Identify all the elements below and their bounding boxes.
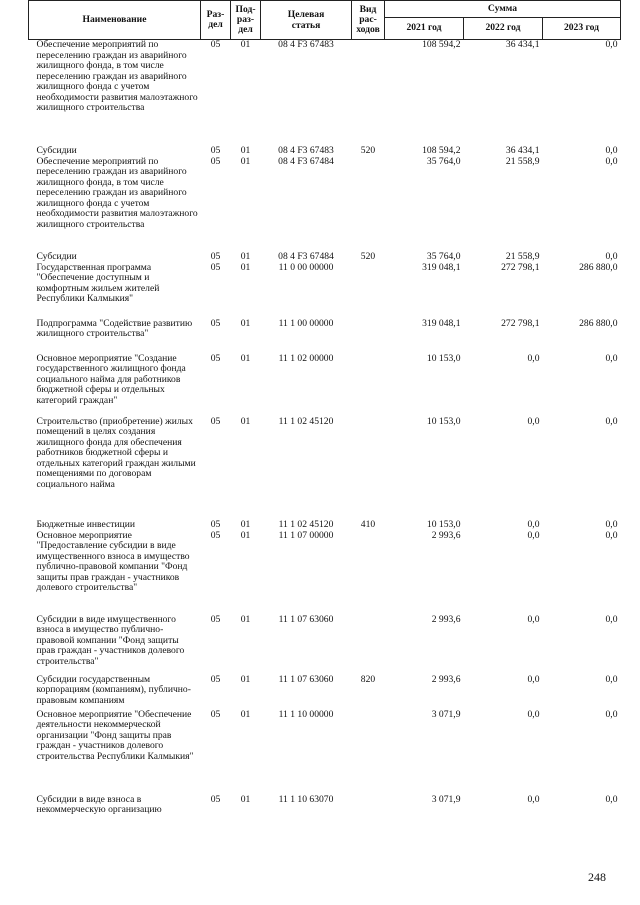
row-razdel: 05 [210,708,221,720]
row-podrazdel: 01 [240,155,251,167]
row-sum-2023: 286 880,0 [579,261,618,273]
row-name: Обеспечение мероприятий по переселению граждан из аварийного жилищного фонда, в том числе переселению граждан из аварийного жилищного фонда с учетом необходимости развития малоэтажного жилищного строительства [36,39,198,113]
row-podrazdel: 01 [240,250,251,262]
row-podrazdel: 01 [240,39,251,50]
row-razdel: 05 [210,529,221,541]
row-sum-2023: 0,0 [605,673,618,685]
row-sum-2022: 0,0 [527,415,540,427]
row-sum-2022: 272 798,1 [501,317,540,329]
table-row [29,710,621,795]
row-sum-2022: 21 558,9 [505,155,540,167]
table-row [29,157,621,252]
row-podrazdel: 01 [240,529,251,541]
document-page [28,0,620,819]
row-name: Основное мероприятие "Предоставление субсидии в виде имущественного взноса в имущество публично-правовой компании "Фонд защиты прав граждан - участников долевого строительства" [36,529,190,593]
row-razdel: 05 [210,793,221,805]
row-razdel: 05 [210,518,221,530]
row-sum-2023: 0,0 [605,613,618,625]
row-expense-type [352,354,385,417]
row-sum-2022: 0,0 [527,673,540,685]
row-razdel: 05 [210,261,221,273]
row-podrazdel: 01 [240,261,251,273]
header-year-2022: 2022 год [464,18,543,40]
table-body [29,40,621,819]
row-sum-2021: 10 153,0 [426,352,461,364]
row-sum-2021: 3 071,9 [431,793,461,805]
row-razdel: 05 [210,250,221,262]
row-sum-2021: 2 993,6 [431,673,461,685]
row-sum-2023: 286 880,0 [579,317,618,329]
row-razdel: 05 [210,613,221,625]
table-row [29,675,621,710]
row-sum-2021: 108 594,2 [422,39,461,50]
row-article: 11 1 02 45120 [278,415,334,427]
row-sum-2021: 319 048,1 [422,261,461,273]
row-razdel: 05 [210,39,221,50]
row-expense-type [352,157,385,252]
row-expense-type [352,417,385,520]
row-razdel: 05 [210,415,221,427]
row-sum-2022: 0,0 [527,708,540,720]
row-sum-2021: 2 993,6 [431,529,461,541]
row-sum-2022: 21 558,9 [505,250,540,262]
row-expense-type: 520 [360,144,376,156]
budget-table [28,0,621,819]
row-sum-2023: 0,0 [605,415,618,427]
table-row [29,252,621,263]
header-podrazdel-text: Под- раз- дел [235,4,256,35]
row-article: 08 4 F3 67483 [278,39,334,50]
row-podrazdel: 01 [240,317,251,329]
header-podrazdel [231,1,261,40]
row-sum-2021: 35 764,0 [426,155,461,167]
row-podrazdel: 01 [240,518,251,530]
row-article: 11 1 02 00000 [278,352,334,364]
row-razdel: 05 [210,155,221,167]
row-sum-2022: 272 798,1 [501,261,540,273]
row-sum-2022: 0,0 [527,613,540,625]
row-sum-2022: 0,0 [527,352,540,364]
row-sum-2021: 10 153,0 [426,415,461,427]
row-expense-type [352,795,385,819]
row-name: Основное мероприятие "Обеспечение деятельности некоммерческой организации "Фонд защиты прав граждан - участников долевого строительства Республики Калмыкия" [36,708,194,762]
row-expense-type [352,40,385,146]
row-sum-2023: 0,0 [605,250,618,262]
table-row [29,417,621,520]
row-expense-type: 520 [360,250,376,262]
row-sum-2023: 0,0 [605,39,618,50]
row-sum-2023: 0,0 [605,793,618,805]
row-sum-2022: 0,0 [527,518,540,530]
row-sum-2022: 0,0 [527,793,540,805]
header-razdel-text: Раз- дел [206,9,225,30]
row-podrazdel: 01 [240,673,251,685]
row-name: Субсидии государственным корпорациям (компаниям), публично-правовым компаниям [36,673,191,706]
row-expense-type: 410 [360,518,376,530]
table-row [29,146,621,157]
row-podrazdel: 01 [240,793,251,805]
table-row [29,520,621,531]
row-sum-2022: 36 434,1 [505,39,540,50]
row-article: 11 1 07 63060 [278,613,334,625]
row-sum-2022: 0,0 [527,529,540,541]
row-article: 11 1 07 63060 [278,673,334,685]
header-sum: Сумма [385,1,621,18]
row-name: Подпрограмма "Содействие развитию жилищного строительства" [36,317,193,339]
row-sum-2021: 2 993,6 [431,613,461,625]
row-sum-2023: 0,0 [605,352,618,364]
header-expense-type [352,1,385,40]
row-name: Государственная программа "Обеспечение доступным и комфортным жильем жителей Республики Калмыкия" [36,261,160,304]
row-article: 11 1 07 00000 [278,529,334,541]
row-podrazdel: 01 [240,708,251,720]
table-row [29,263,621,319]
table-header [29,1,621,40]
row-article: 11 1 10 63070 [278,793,334,805]
header-name: Наименование [29,1,201,40]
row-name: Субсидии [36,144,77,156]
row-sum-2021: 3 071,9 [431,708,461,720]
row-sum-2023: 0,0 [605,518,618,530]
row-razdel: 05 [210,673,221,685]
row-article: 08 4 F3 67483 [278,144,334,156]
row-sum-2023: 0,0 [605,155,618,167]
row-article: 11 1 10 00000 [278,708,334,720]
row-article: 08 4 F3 67484 [278,155,334,167]
table-row [29,615,621,675]
row-sum-2023: 0,0 [605,529,618,541]
row-name: Субсидии [36,250,77,262]
row-sum-2021: 35 764,0 [426,250,461,262]
row-razdel: 05 [210,352,221,364]
table-row [29,795,621,819]
row-name: Обеспечение мероприятий по переселению граждан из аварийного жилищного фонда, в том числе переселению граждан из аварийного жилищного фонда с учетом необходимости развития малоэтажного жилищного строительства [36,155,198,230]
row-podrazdel: 01 [240,352,251,364]
row-razdel: 05 [210,144,221,156]
table-row [29,354,621,417]
row-sum-2023: 0,0 [605,708,618,720]
table-row [29,40,621,146]
row-name: Субсидии в виде имущественного взноса в имущество публично-правовой компании "Фонд защиты прав граждан - участников долевого строительства" [36,613,185,667]
row-razdel: 05 [210,317,221,329]
header-expense-type-text: Вид рас- ходов [356,4,380,35]
row-expense-type [352,531,385,615]
row-expense-type [352,710,385,795]
row-expense-type [352,263,385,319]
row-sum-2023: 0,0 [605,144,618,156]
row-sum-2021: 10 153,0 [426,518,461,530]
row-name: Строительство (приобретение) жилых помещений в целях создания жилищного фонда для обеспечения работников бюджетной сферы и отдельных категорий граждан жилыми помещениями по договорам социального найма [36,415,196,490]
row-article: 11 1 02 45120 [278,518,334,530]
row-sum-2021: 108 594,2 [422,144,461,156]
row-sum-2021: 319 048,1 [422,317,461,329]
table-row [29,531,621,615]
row-podrazdel: 01 [240,144,251,156]
row-article: 08 4 F3 67484 [278,250,334,262]
header-razdel [201,1,231,40]
row-expense-type [352,319,385,354]
row-article: 11 1 00 00000 [278,317,334,329]
row-article: 11 0 00 00000 [278,261,334,273]
table-row [29,319,621,354]
header-year-2021: 2021 год [385,18,464,40]
row-podrazdel: 01 [240,415,251,427]
row-name: Субсидии в виде взноса в некоммерческую организацию [36,793,162,815]
row-expense-type: 820 [360,673,376,685]
row-name: Основное мероприятие "Создание государственного жилищного фонда социального найма для работников бюджетной сферы и отдельных категорий граждан" [36,352,186,406]
header-article [261,1,352,40]
header-year-2023: 2023 год [543,18,621,40]
row-expense-type [352,615,385,675]
row-podrazdel: 01 [240,613,251,625]
header-article-text: Целевая статья [287,9,325,31]
page-number: 248 [588,870,606,884]
row-name: Бюджетные инвестиции [36,518,135,530]
row-sum-2022: 36 434,1 [505,144,540,156]
